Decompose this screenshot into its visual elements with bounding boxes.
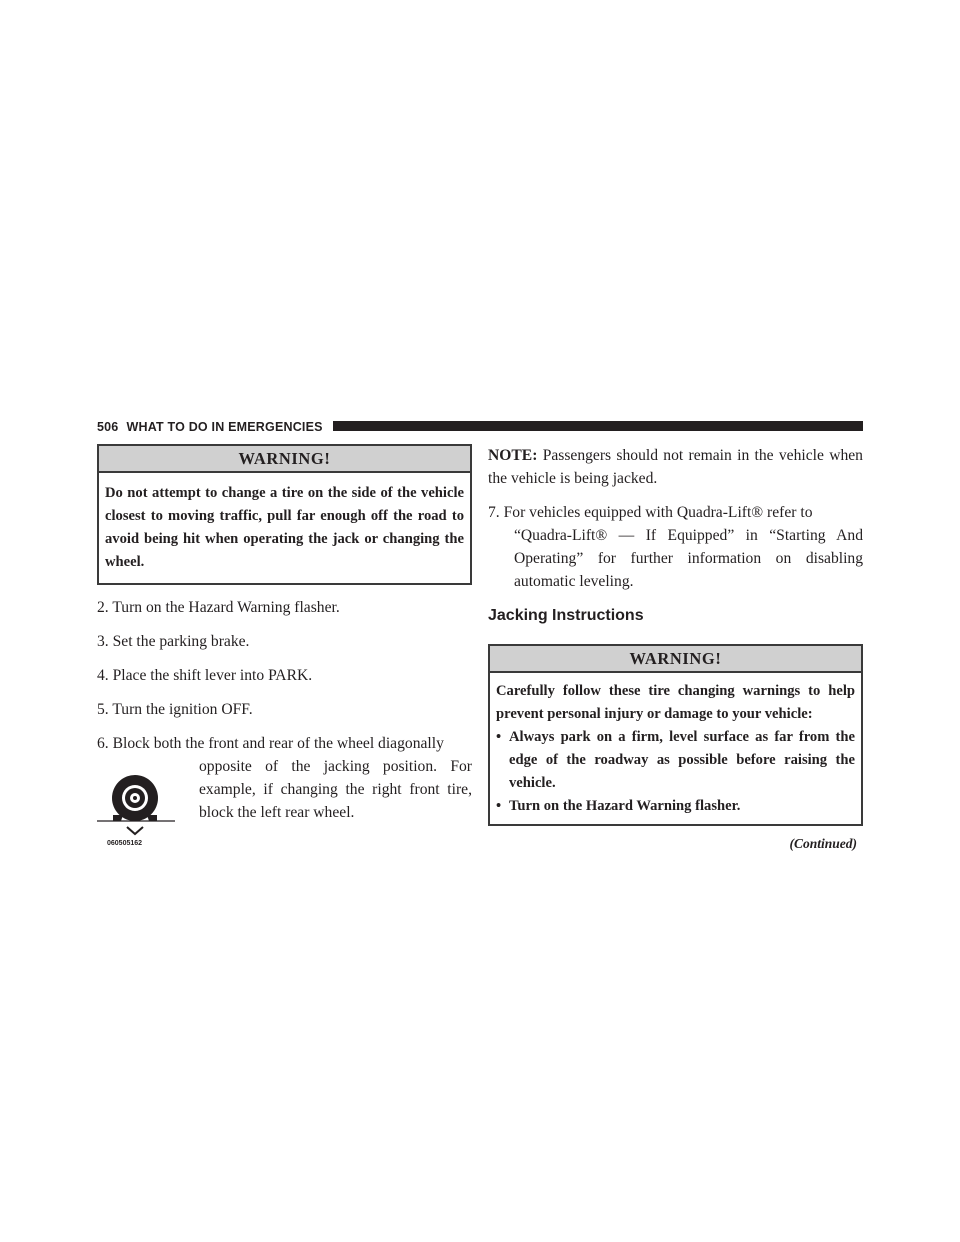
note-paragraph: [488, 444, 863, 490]
warning-body: [490, 673, 861, 824]
step-7-continuation: “Quadra-Lift® — If Equipped” in “Starting And Operating” for further information on disabling automatic leveling.: [514, 527, 863, 590]
warning-title: WARNING!: [490, 646, 861, 673]
warning-bullet: [496, 726, 855, 795]
step-2: [97, 596, 472, 619]
wheel-chock-figure: [97, 757, 181, 849]
warning-intro: Carefully follow these tire changing warnings to help prevent personal injury or damage to your vehicle:: [496, 683, 855, 722]
step-number: 7.: [488, 504, 500, 521]
step-text: Set the parking brake.: [112, 633, 250, 650]
step-text: Block both the front and rear of the wheel diagonally: [112, 735, 444, 752]
note-text: Passengers should not remain in the vehicle when the vehicle is being jacked.: [488, 447, 863, 487]
bullet-icon: •: [496, 798, 502, 814]
warning-box-jacking: [488, 644, 863, 826]
step-number: 3.: [97, 633, 109, 650]
step-number: 5.: [97, 701, 109, 718]
step-text: Turn the ignition OFF.: [112, 701, 253, 718]
header-section-title: WHAT TO DO IN EMERGENCIES: [126, 420, 323, 434]
step-5: [97, 698, 472, 721]
step-6-with-figure: [97, 755, 472, 855]
step-number: 2.: [97, 599, 109, 616]
warning-title: WARNING!: [99, 446, 470, 473]
step-text: Turn on the Hazard Warning flasher.: [112, 599, 340, 616]
step-7-first-line: [488, 501, 863, 524]
bullet-text: Always park on a firm, level surface as far from the edge of the roadway as possible before raising the vehicle.: [509, 729, 855, 791]
page-header: [97, 418, 863, 436]
header-text: [97, 418, 323, 436]
right-column: [488, 444, 863, 855]
left-column: [97, 444, 472, 855]
section-heading: Jacking Instructions: [488, 607, 644, 624]
header-rule: [333, 421, 863, 431]
note-label: NOTE:: [488, 447, 538, 464]
step-number: 6.: [97, 735, 109, 752]
figure-code: 060505162: [107, 840, 143, 847]
step-3: [97, 630, 472, 653]
bullet-text: Turn on the Hazard Warning flasher.: [509, 798, 741, 814]
continued-label: (Continued): [789, 836, 857, 851]
bullet-icon: •: [496, 729, 502, 745]
step-4: [97, 664, 472, 687]
step-text: Place the shift lever into PARK.: [112, 667, 313, 684]
step-number: 4.: [97, 667, 109, 684]
step-6-continuation: opposite of the jacking position. For example, if changing the right front tire, block the left rear wheel.: [199, 758, 472, 821]
warning-bullet: [496, 795, 855, 818]
warning-body: Do not attempt to change a tire on the side of the vehicle closest to moving traffic, pull far enough off the road to avoid being hit when operating the jack or changing the wheel.: [105, 485, 464, 570]
page-number: 506: [97, 420, 119, 434]
wheel-chock-icon: [97, 757, 181, 849]
step-text: For vehicles equipped with Quadra-Lift® refer to: [503, 504, 813, 521]
warning-box-traffic: [97, 444, 472, 585]
step-6-first-line: [97, 732, 472, 755]
